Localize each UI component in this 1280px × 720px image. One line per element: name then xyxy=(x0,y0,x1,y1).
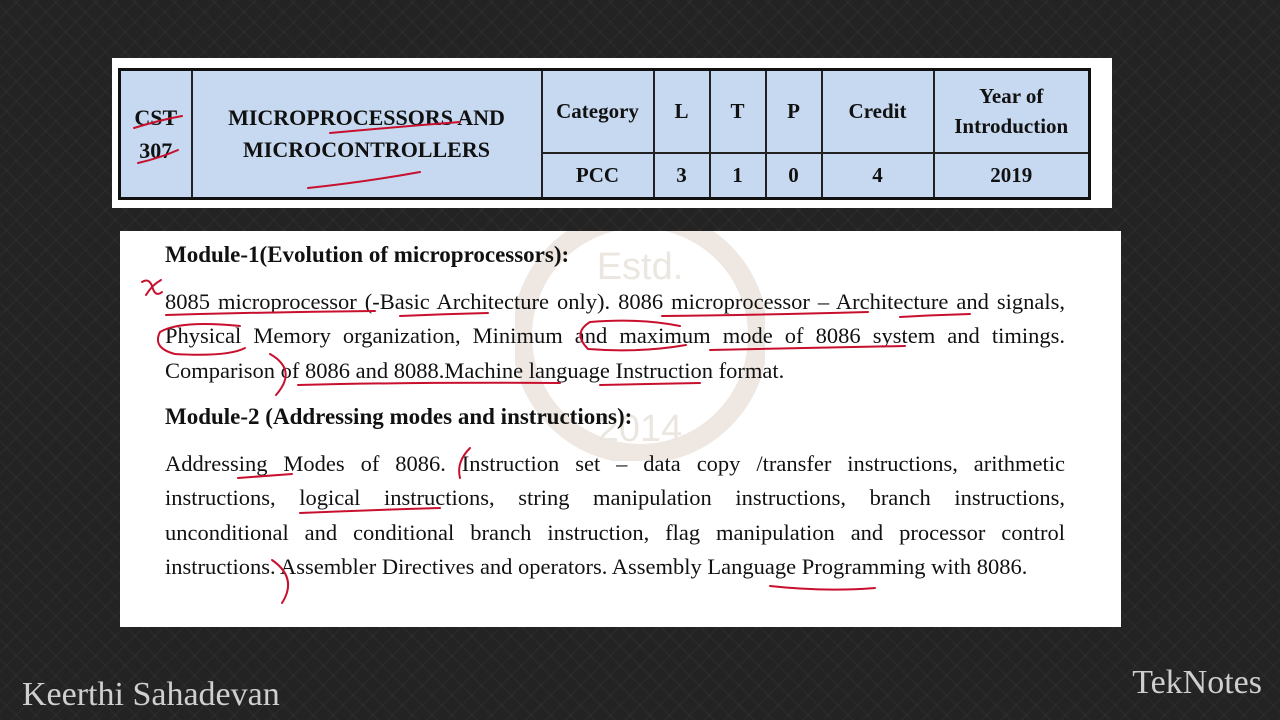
module-1-text: 8085 microprocessor (-Basic Architecture only). 8086 microprocessor – Architecture and signals, Physical Memory organization, Minimum and maximum mode of 8086 system and timings. Comparison of 8086 and 8088.Machine language Instruction format. xyxy=(165,289,1065,383)
course-title-line1: MICROPROCESSORS AND xyxy=(228,105,505,131)
course-code-number: 307 xyxy=(139,138,173,163)
practical-header: P xyxy=(766,70,822,154)
tutorial-value: 1 xyxy=(710,153,766,198)
author-credit: Keerthi Sahadevan xyxy=(22,676,280,713)
lecture-header: L xyxy=(654,70,710,154)
course-code-cell xyxy=(120,70,192,199)
year-header xyxy=(934,70,1090,154)
module-1-heading: Module-1(Evolution of microprocessors): xyxy=(165,242,570,267)
credit-value: 4 xyxy=(822,153,934,198)
syllabus-document xyxy=(120,231,1121,627)
category-value: PCC xyxy=(542,153,654,198)
year-value: 2019 xyxy=(934,153,1090,198)
module-2-text: Addressing Modes of 8086. Instruction set – data copy /transfer instructions, arithmetic instructions, logical instructions, string manipulation instructions, branch instructions, unconditional and conditional branch instruction, flag manipulation and processor control instructions. Assembler Directives and operators. Assembly Language Programming with 8086. xyxy=(165,451,1065,579)
watermark-estd-text: Estd. xyxy=(596,246,684,288)
year-header-line1: Year of xyxy=(979,84,1044,109)
course-header-panel xyxy=(112,58,1112,208)
watermark-year-text: 2014 xyxy=(597,408,683,450)
category-header: Category xyxy=(542,70,654,154)
course-title-cell xyxy=(192,70,542,199)
brand-logo-text: TekNotes xyxy=(1132,664,1262,701)
practical-value: 0 xyxy=(766,153,822,198)
year-header-line2: Introduction xyxy=(954,113,1069,138)
course-table xyxy=(118,68,1091,200)
course-code-prefix: CST xyxy=(134,105,178,130)
module-2-heading: Module-2 (Addressing modes and instructions): xyxy=(165,404,633,429)
credit-header: Credit xyxy=(822,70,934,154)
course-title-line2: MICROCONTROLLERS xyxy=(243,137,490,162)
tutorial-header: T xyxy=(710,70,766,154)
lecture-value: 3 xyxy=(654,153,710,198)
